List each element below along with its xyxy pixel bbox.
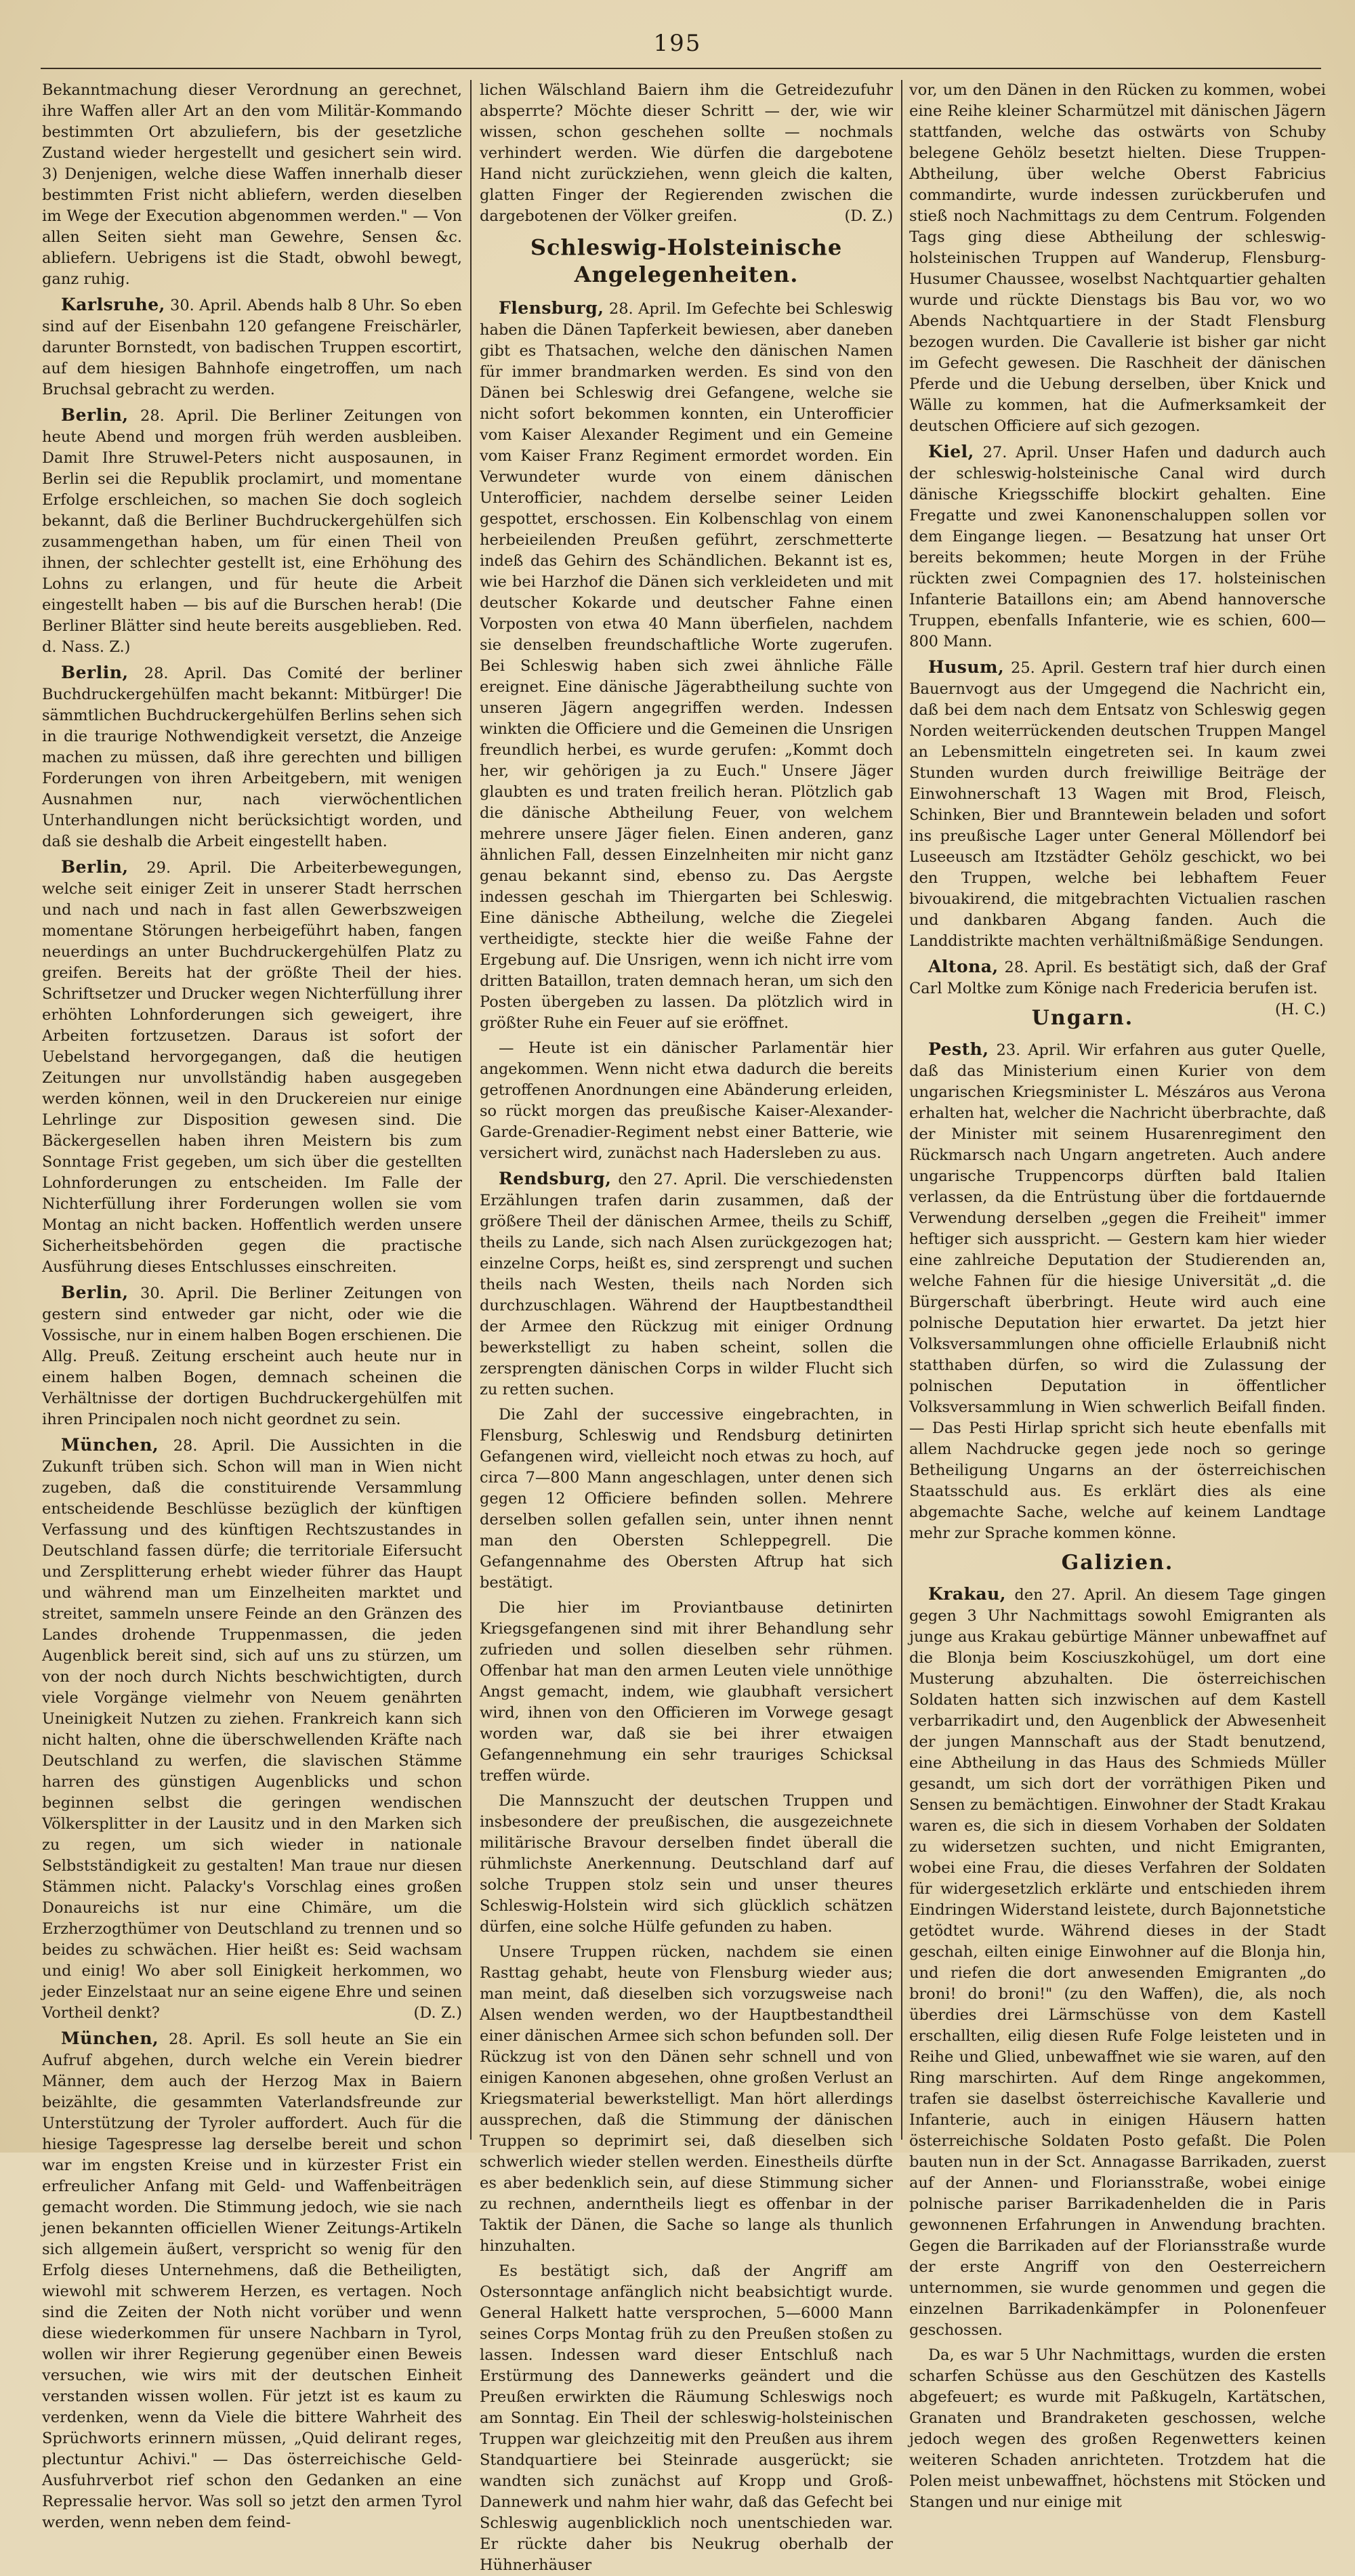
article-text: den 27. April. An diesem Tage gingen gegen 3 Uhr Nachmittags sowohl Emigranten als junge aus Krakau gebürtige Männer unbewaffnet auf die Blonja beim Kosciuszkohügel, um dort eine Musterung abzuhalten. Die österreichischen Soldaten hatten sich inzwischen auf dem Kastell verbarrikadirt und, den Augenblick der Abwesenheit der jungen Mannschaft aus der Stadt benutzend, eine Abtheilung in das Haus des Schmieds Müller gesandt, um sich dort der vorräthigen Piken und Sensen zu bemächtigen. Einwohner der Stadt Krakau waren es, die sich in diesem Vorhaben der Soldaten zu widersetzen suchten, und nicht Emigranten, wobei eine Frau, die dieses Verfahren der Soldaten für widergesetzlich erklärte und entschieden ihrem Eindringen Widerstand leistete, durch Bajonnetstiche getödtet wurde. Während dieses in der Stadt geschah, eilten einige Einwohner auf die Blonja hin, und riefen die dort anwesenden Emigranten „do broni! do broni!" (zu den Waffen), die, als noch überdies drei Lärmschüsse von dem Kastell erschallten, eilig diesen Rufe Folge leisteten und in Reihe und Glied, unbewaffnet wie sie waren, auf den Ring marschirten. Auf dem Ringe angekommen, trafen sie daselbst österreichische Kavallerie und Infanterie, auch in einigen Häusern hatten österreichische Soldaten Posto gefaßt. Die Polen bauten nun in der Sct. Annagasse Barrikaden, zuerst auf der Annen- und Floriansstraße, wobei einige polnische pariser Barrikadenhelden die in Paris gewonnenen Erfahrungen in Anwendung brachten. Gegen die Barrikaden auf der Floriansstraße wurde der erste Angriff von den Oesterreichern unternommen, sie wurde genommen und gegen die einzelnen Barrikadenkämpfer in Polonenfeuer geschossen.: [909, 1586, 1326, 2339]
column-3: [909, 80, 1327, 2511]
dateline-place: Rendsburg,: [499, 1169, 612, 1188]
article-text: 28. April. Das Comité der berliner Buchdruckergehülfen macht bekannt: Mitbürger! Die sämmtlichen Buchdruckergehülfen Berlins sehen sich in die traurige Nothwendigkeit versetzt, die Anzeige machen zu müssen, daß ihre gerechten und billigen Forderungen von ihren Arbeitgebern, mit wenigen Ausnahmen nur, nach vierwöchentlichen Unterhandlungen nicht berücksichtigt worden, und daß sie deshalb die Arbeit eingestellt haben.: [42, 665, 462, 850]
source-signature: (D. Z.): [413, 2004, 462, 2022]
dateline-place: Altona,: [928, 957, 999, 976]
article-text: Es bestätigt sich, daß der Angriff am Ostersonntage anfänglich nicht beabsichtigt wurde. General Halkett hatte versprochen, 5—6000 Mann seines Corps Montag früh zu den Preußen stoßen zu lassen. Indessen ward dieser Entschluß nach Erstürmung des Dannewerks geändert und die Preußen erwirkten die Räumung Schleswigs noch am Sonntag. Ein Theil der schleswig-holsteinischen Truppen war gleichzeitig mit den Preußen aus ihrem Standquartiere bei Steinrade ausgerückt; sie wandten sich zunächst auf Kropp und Groß-Dannewerk und nahm hier wahr, daß das Gefecht bei Schleswig augenblicklich noch unentschieden war. Er rückte daher bis Neukrug oberhalb der Hühnerhäuser: [480, 2262, 893, 2574]
region-heading-ungarn: Ungarn.: [1031, 1006, 1134, 1030]
dateline-place: Karlsruhe,: [61, 295, 165, 314]
dateline-place: Pesth,: [928, 1039, 989, 1059]
header-rule: [41, 68, 1321, 69]
article-kiel: [909, 441, 1326, 652]
article-berlin-1: [42, 404, 462, 658]
source-signature: (D. Z.): [844, 207, 893, 225]
article-text: 23. April. Wir erfahren aus guter Quelle, daß das Ministerium einen Kurier von dem ungarischen Kriegsminister L. Mészáros aus Verona erhalten hat, welcher die Nachricht überbrachte, daß der Minister mit seinem Husarenregiment den Rückmarsch nach Ungarn angetreten. Auch andere ungarische Truppencorps dürften bald Italien verlassen, da die Entrüstung über die fortdauernde Verwendung derselben „gegen die Freiheit" immer heftiger sich ausspricht. — Gestern kam hier wieder eine zahlreiche Deputation der Studierenden an, welche Fahnen für die hiesige Universität „d. die Bürgerschaft überbringt. Heute wird auch eine polnische Deputation hier erwartet. Da jetzt hier Volksversammlungen ohne officielle Erlaubniß nicht statthaben dürfen, so wird die Zulassung der polnischen Deputation in öffentlicher Volksversammlung in Wien schwerlich Beifall finden. — Das Pesti Hirlap spricht sich heute ebenfalls mit allem Nachdrucke gegen jede noch so geringe Betheiligung Ungarns an der österreichischen Staatsschuld aus. Es erklärt dies als eine abgemachte Sache, welche auf keinem Landtage mehr zur Sprache kommen könne.: [909, 1041, 1326, 1542]
dateline-place: Husum,: [928, 657, 1005, 677]
article-krakau: [909, 1583, 1326, 2341]
dateline-place: Flensburg,: [499, 298, 604, 318]
article-rendsburg: [480, 1168, 893, 1400]
dateline-place: Berlin,: [61, 663, 129, 682]
article-text: Die hier im Proviantbause detinirten Kriegsgefangenen sind mit ihrer Behandlung sehr zufrieden und sollen dieselben sehr rühmen. Offenbar hat man den armen Leuten viele unnöthige Angst gemacht, indem, wie glaubhaft versichert wird, ihnen von den Officieren im Vorwege gesagt worden war, daß sie bei ihrer etwaigen Gefangennehmung ein sehr trauriges Schicksal treffen würde.: [480, 1599, 893, 1785]
column-divider: [901, 80, 902, 2140]
article-karlsruhe: [42, 294, 462, 400]
article-text: vor, um den Dänen in den Rücken zu kommen, wobei eine Reihe kleiner Scharmützel mit dänischen Jägern stattfanden, welche das ostwärts von Schuby belegene Gehölz besetzt hielten. Diese Truppen-Abtheilung, über welche Oberst Fabricius commandirte, wurde indessen zurückberufen und stieß noch Nachmittags zu dem Centrum. Folgenden Tags ging diese Abtheilung der schleswig-holsteinischen Truppen auf Wanderup, Flensburg-Husumer Chaussee, woselbst Nachtquartier gehalten wurde und rückte Dienstags bis Bau vor, wo wo Abends Nachtquartiere in der Stadt Flensburg bezogen wurden. Die Cavallerie ist bisher gar nicht im Gefecht gewesen. Die Raschheit der dänischen Pferde und die Uebung derselben, über Knick und Wälle zu kommen, hat die Aufmerksamkeit der deutschen Officiere auf sich gezogen.: [909, 81, 1326, 435]
dateline-place: München,: [61, 2029, 159, 2048]
dateline-place: Kiel,: [928, 442, 974, 461]
article-text: — Heute ist ein dänischer Parlamentär hier angekommen. Wenn nicht etwa dadurch die bereits getroffenen Anordnungen eine Abänderung erleiden, so rückt morgen das preußische Kaiser-Alexander-Garde-Grenadier-Regiment nebst einer Batterie, wie versichert wird, zunächst nach Hadersleben zu aus.: [480, 1039, 893, 1162]
article-husum: [909, 657, 1326, 952]
dateline-place: Berlin,: [61, 857, 129, 877]
article-text: 25. April. Gestern traf hier durch einen Bauernvogt aus der Umgegend die Nachricht ein, daß bei dem nach dem Entsatz von Schleswig gegen Norden weiterrückenden deutschen Truppen Mangel an Lebensmitteln eingetreten sei. In kaum zwei Stunden wurden durch freiwillige Beiträge der Einwohnerschaft 13 Wagen mit Brod, Fleisch, Schinken, Bier und Branntewein beladen und sofort ins preußische Lager unter General Möllendorf bei Luseeusch am Itzstädter Gehölz geschickt, wo bei den Truppen, welche bei lebhaftem Feuer bivouakirend, die mitgebrachten Victualien raschen und dankbaren Abgang fanden. Auch die Landdistrikte machten verhältnißmäßige Sendungen.: [909, 659, 1326, 950]
article-text: Die Mannszucht der deutschen Truppen und insbesondere der preußischen, die ausgezeichnete militärische Bravour derselben findet überall die rühmlichste Anerkennung. Deutschland darf auf solche Truppen stolz sein und unser theures Schleswig-Holstein wird sich glücklich schätzen dürfen, eine solche Hülfe gefunden zu haben.: [480, 1792, 893, 1936]
article-muenchen-1: [42, 1434, 462, 2024]
article-text: Die Zahl der successive eingebrachten, in Flensburg, Schleswig und Rendsburg detinirten Gefangenen wird, vielleicht noch etwas zu hoch, auf circa 7—800 Mann angeschlagen, unter denen sich gegen 12 Officiere befinden sollen. Mehrere derselben sollen gefallen sein, unter ihnen nennt man den Obersten Schleppegrell. Die Gefangennahme des Obersten Aftrup hat sich bestätigt.: [480, 1406, 893, 1592]
section-heading: Schleswig-Holsteinische Angelegenheiten.: [530, 234, 843, 287]
region-heading-galizien: Galizien.: [1061, 1551, 1174, 1575]
article-text: Unsere Truppen rücken, nachdem sie einen Rasttag gehabt, heute von Flensburg wieder aus; man meint, daß dieselben sich vorzugsweise nach Alsen wenden werden, wo der Hauptbestandtheil einer dänischen Armee sich schon befunden soll. Der Rückzug ist von den Dänen sehr schnell und von einigen Kanonen abgesehen, ohne großen Verlust an Kriegsmaterial bewerkstelligt. Man hört allerdings aussprechen, daß die Stimmung der dänischen Truppen so deprimirt sei, daß dieselben sich schwerlich wieder stellen werden. Einestheils dürfte es aber bedenklich sein, auf diese Stimmung sicher zu rechnen, anderntheils liegt es offenbar in der Taktik der Dänen, die Sache so lange als thunlich hinzuhalten.: [480, 1943, 893, 2255]
article-berlin-3: [42, 856, 462, 1278]
article-text: den 27. April. Die verschiedensten Erzählungen trafen darin zusammen, daß der größere Theil der dänischen Armee, theils zu Schiff, theils zu Lande, sich nach Alsen zurückgezogen hat; einzelne Corps, heißt es, sind zersprengt und suchen theils nach Westen, theils nach Norden sich durchzuschlagen. Während der Hauptbestandtheil der Armee den Rückzug mit einiger Ordnung bewerkstelligt zu haben scheint, sollen die zersprengten dänischen Corps in wilder Flucht sich zu retten suchen.: [480, 1171, 893, 1398]
article-text: 28. April. Die Berliner Zeitungen von heute Abend und morgen früh werden ausbleiben. Damit Ihre Struwel-Peters nicht ausposaunen, in Berlin sei die Republik proclamirt, und momentane Erfolge erschleichen, so machen Sie doch sogleich bekannt, daß die Berliner Buchdruckergehülfen sich zusammengethan haben, um für einen Theil von ihnen, der schlechter gestellt ist, eine Erhöhung des Lohns zu erlangen, und für heute die Arbeit eingestellt haben — bis auf die Burschen herab! (Die Berliner Blätter sind heute bereits ausgeblieben. Red. d. Nass. Z.): [42, 407, 462, 656]
article-text: Bekanntmachung dieser Verordnung an gerechnet, ihre Waffen aller Art an den vom Militär-Kommando bestimmten Ort abzuliefern, bis der gesetzliche Zustand wieder hergestellt und gesichert sein wird. 3) Denjenigen, welche diese Waffen innerhalb dieser bestimmten Frist nicht abliefern, werden dieselben im Wege der Execution abgenommen werden." — Von allen Seiten sieht man Gewehre, Sensen &c. abliefern. Uebrigens ist die Stadt, obwohl bewegt, ganz ruhig.: [42, 81, 462, 288]
article-text: 30. April. Die Berliner Zeitungen von gestern sind entweder gar nicht, oder wie die Vossische, nur in einem halben Bogen erschienen. Die Allg. Preuß. Zeitung erscheint auch heute nur in einem halben Bogen, demnach scheinen die Verhältnisse der dortigen Buchdruckergehülfen mit ihren Principalen noch nicht geordnet zu sein.: [42, 1285, 462, 1428]
column-1: [42, 80, 463, 2531]
column-divider: [470, 80, 472, 2140]
article-text: Da, es war 5 Uhr Nachmittags, wurden die ersten scharfen Schüsse aus den Geschützen des Kastells abgefeuert; es wurde mit Paßkugeln, Kartätschen, Granaten und Brandraketen geschossen, welche jedoch wegen des großen Regenwetters keinen weiteren Schaden anrichteten. Trotzdem hat die Polen meist unbewaffnet, höchstens mit Stöcken und Stangen und nur einige mit: [909, 2346, 1326, 2511]
column-2: [480, 80, 893, 2574]
source-signature: (H. C.): [1274, 1001, 1326, 1018]
dateline-place: München,: [61, 1435, 159, 1455]
article-muenchen-2: [42, 2028, 462, 2533]
article-text: 28. April. Im Gefechte bei Schleswig haben die Dänen Tapferkeit bewiesen, aber daneben gibt es Thatsachen, welche den dänischen Namen für immer brandmarken werden. Es sind von den Dänen bei Schleswig drei Gefangene, welche sie nicht sofort bekommen konnten, ein Unterofficier vom Kaiser Alexander Regiment und ein Gemeine vom Kaiser Franz Regiment ermordet worden. Ein Verwundeter wurde von einem dänischen Unterofficier, nachdem derselbe seiner Leiden gespottet, erschossen. Ein Kolbenschlag von einem herbeieilenden Preußen geführt, zerschmetterte indeß das Gehirn des Schändlichen. Bekannt ist es, wie bei Harzhof die Dänen sich verkleideten und mit deutscher Kokarde und deutscher Fahne einen Vorposten von etwa 40 Mann überfielen, nachdem sie denselben freundschaftliche Worte zugerufen. Bei Schleswig haben sich zwei ähnliche Fälle ereignet. Eine dänische Jägerabtheilung suchte von unseren Jägern angegriffen werden. Indessen winkten die Officiere und die Gemeinen die Unsrigen freundlich herbei, es wurde gerufen: „Kommt doch her, wir gehörigen ja zu Euch." Unsere Jäger glaubten es und traten freilich heran. Plötzlich gab die dänische Abtheilung Feuer, von welchem mehrere unsere Jäger fielen. Einen anderen, ganz ähnlichen Fall, dessen Einzelnheiten mir nicht ganz genau bekannt sind, ebenso zu. Das Aergste indessen geschah im Thiergarten bei Schleswig. Eine dänische Abtheilung, welche die Ziegelei vertheidigte, steckte hier die weiße Fahne der Ergebung auf. Die Unsrigen, wenn ich nicht irre vom dritten Bataillon, traten demnach heran, um sich den Posten übergeben zu lassen. Da plötzlich wird in größter Ruhe ein Feuer auf sie eröffnet.: [480, 300, 893, 1032]
article-pesth: [909, 1039, 1326, 1544]
article-text: [480, 80, 893, 227]
article-text: 28. April. Es bestätigt sich, daß der Graf Carl Moltke zum Könige nach Fredericia berufen ist.: [909, 959, 1327, 997]
article-text: 29. April. Die Arbeiterbewegungen, welche seit einiger Zeit in unserer Stadt herrschen und nach und nach in fast allen Gewerbszweigen momentane Störungen herbeigeführt haben, fangen neuerdings an unter Buchdruckergehülfen Platz zu greifen. Bereits hat der größte Theil der hies. Schriftsetzer und Drucker wegen Nichterfüllung ihrer erhöhten Lohnforderungen sich geweigert, ihre Arbeiten fortzusetzen. Daraus ist sofort der Uebelstand hervorgegangen, daß die heutigen Zeitungen nur unvollständig haben ausgegeben werden können, weil in den Druckereien nur einige Lehrlinge zur Disposition gewesen sind. Die Bäckergesellen haben ihren Meistern bis zum Sonntage Frist gegeben, um sich über die gestellten Lohnforderungen zu entscheiden. Im Falle der Nichterfüllung ihrer Forderungen wollen sie vom Montag an nicht backen. Hoffentlich werden unsere Sicherheitsbehörden gegen die practische Ausführung dieses Entschlusses einschreiten.: [42, 859, 462, 1276]
article-text: 27. April. Unser Hafen und dadurch auch der schleswig-holsteinische Canal wird durch dänische Kriegsschiffe blockirt gehalten. Eine Fregatte und zwei Kanonenschaluppen sollen vor dem Eingange liegen. — Besatzung hat unser Ort bereits bekommen; heute Morgen in der Frühe rückten zwei Compagnien des 17. holsteinischen Infanterie Bataillons ein; am Abend hannoversche Truppen, ebenfalls Infanterie, wie es schien, 600—800 Mann.: [909, 444, 1326, 650]
dateline-place: Berlin,: [61, 1283, 129, 1302]
article-berlin-2: [42, 662, 462, 852]
article-flensburg: [480, 297, 893, 1034]
article-text: 28. April. Die Aussichten in die Zukunft trüben sich. Schon will man in Wien nicht zugeben, daß die constituirende Versammlung entscheidende Beschlüsse bezüglich der künftigen Verfassung und des künftigen Rechtszustandes in Deutschland fassen dürfe; die territoriale Eifersucht und Zersplitterung erhebt wieder führer das Haupt und während man um Einzelheiten marktet und streitet, sammeln unsere Feinde an den Gränzen des Landes drohende Truppenmassen, die jeden Augenblick bereit sind, sich auf uns zu stürzen, um von der noch durch Nichts beschwichtigten, durch viele Vorgänge vielmehr von Neuem genährten Uneinigkeit Nutzen zu ziehen. Frankreich kann sich nicht halten, ohne die überschwellenden Kräfte nach Deutschland zu werfen, die slavischen Stämme harren des günstigen Augenblicks und schon beginnen selbst die geringen wendischen Völkersplitter in der Lausitz und in den Marken sich zu regen, um sich wieder in nationale Selbstständigkeit zu gestalten! Man traue nur diesen Stämmen nicht. Palacky's Vorschlag eines großen Donaureichs ist nur eine Chimäre, um die Erzherzogthümer von Deutschland zu trennen und so beides zu schwächen. Hier heißt es: Seid wachsam und einig! Wo aber soll Einigkeit herkommen, wo jeder Einzelstaat nur an seine eigene Ehre und seinen Vortheil denkt?: [42, 1437, 463, 2022]
article-text: lichen Wälschland Baiern ihm die Getreidezufuhr absperrte? Möchte dieser Schritt — der, wie wir wissen, schon geschehen sollte — nochmals verhindert werden. Wie dürfen die dargebotene Hand nicht zurückziehen, wenn gleich die kalten, glatten Finger der Regierenden zwischen die dargebotenen der Völker greifen.: [480, 81, 893, 225]
article-berlin-4: [42, 1282, 462, 1430]
page-number: 195: [653, 30, 702, 57]
dateline-place: Berlin,: [61, 405, 129, 425]
dateline-place: Krakau,: [928, 1584, 1006, 1604]
article-text: 28. April. Es soll heute an Sie ein Aufruf abgehen, durch welche ein Verein biedrer Männer, dem auch der Herzog Max in Baiern beizählte, die gesammten Vaterlandsfreunde zur Unterstützung der Tyroler auffordert. Auch für die hiesige Tagespresse lag derselbe bereit und schon war im engsten Kreise und in kürzester Frist ein erfreulicher Anfang mit Geld- und Waffenbeiträgen gemacht worden. Die Stimmung jedoch, wie sie nach jenen bekannten officiellen Wiener Zeitungs-Artikeln sich allgemein äußert, verspricht so wenig für den Erfolg dieses Unternehmens, daß die Betheiligten, wiewohl mit schwerem Herzen, es vertagen. Noch sind die Zeiten der Noth nicht vorüber und wenn diese wiederkommen für unsere Nachbarn in Tyrol, wollen wir ihrer Regierung gegenüber einen Beweis versuchen, wie wirs mit der deutschen Einheit verstanden wissen wollen. Für jetzt ist es kaum zu verdenken, wenn da Viele die bittere Wahrheit des Sprüchworts erinnern müssen, „Quid delirant reges, plectuntur Achivi." — Das österreichische Geld-Ausfuhrverbot rief schon den Gedanken an eine Repressalie hervor. Was soll so jetzt den armen Tyrol werden, wenn neben dem feind-: [42, 2031, 462, 2531]
article-text: 30. April. Abends halb 8 Uhr. So eben sind auf der Eisenbahn 120 gefangene Freischärler, darunter Bornstedt, von badischen Truppen escortirt, auf dem hiesigen Bahnhofe eingetroffen, um nach Bruchsal gebracht zu werden.: [42, 297, 462, 398]
